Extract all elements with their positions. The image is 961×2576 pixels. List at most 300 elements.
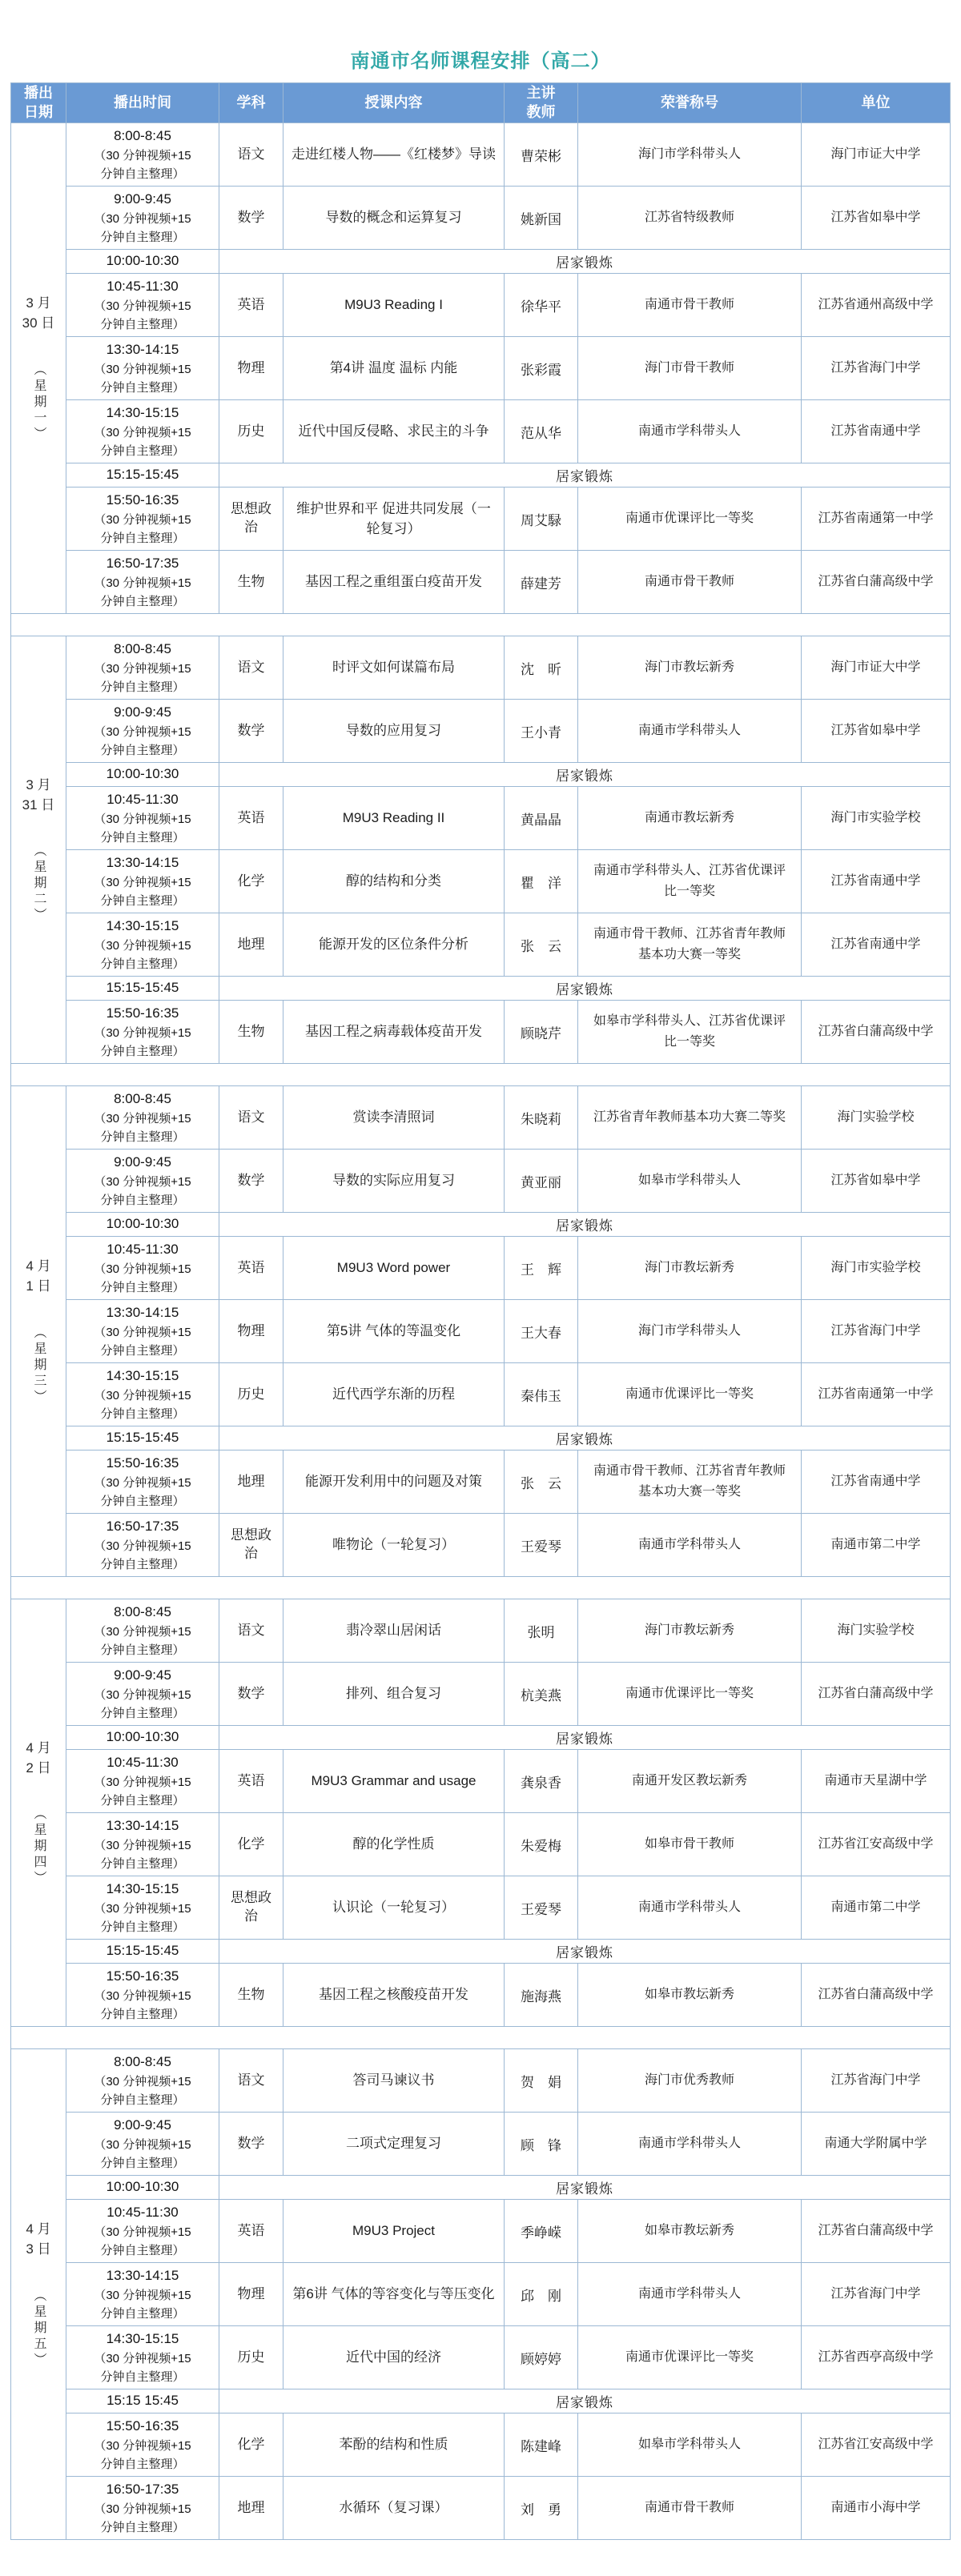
col-header-teacher [505, 83, 578, 123]
time-range: 16:50-17:35 [106, 555, 179, 571]
time-cell [66, 1514, 219, 1577]
time-note-2: 分钟自主整理） [100, 1130, 185, 1145]
time-cell [66, 2413, 219, 2477]
teacher-cell: 季峥嵘 [505, 2200, 578, 2263]
teacher-cell: 邱 刚 [505, 2263, 578, 2326]
exercise-row [11, 763, 951, 787]
honor-cell: 南通市骨干教师、江苏省青年教师基本功大赛一等奖 [578, 913, 802, 977]
schedule-row [11, 2113, 951, 2176]
time-note-2: 分钟自主整理） [100, 2370, 185, 2385]
content-cell: 时评文如何谋篇布局 [283, 636, 505, 700]
time-cell [66, 551, 219, 614]
time-note-2: 分钟自主整理） [100, 1707, 185, 1721]
content-cell: 导数的概念和运算复习 [283, 187, 505, 250]
unit-cell: 海门实验学校 [802, 1599, 951, 1663]
time-note-2: 分钟自主整理） [100, 2157, 185, 2171]
schedule-row [11, 787, 951, 850]
schedule-body [11, 123, 951, 2540]
time-note-2: 分钟自主整理） [100, 2244, 185, 2258]
date-day: 2 日 [26, 1759, 51, 1776]
date-day: 31 日 [22, 796, 55, 813]
subject-cell: 地理 [219, 1451, 283, 1514]
time-cell [66, 1086, 219, 1150]
honor-cell: 如皋市教坛新秀 [578, 1964, 802, 2027]
subject-cell: 思想政治 [219, 1876, 283, 1940]
teacher-cell: 王爱琴 [505, 1514, 578, 1577]
unit-cell: 江苏省通州高级中学 [802, 274, 951, 337]
time-range: 15:15-15:45 [106, 1943, 179, 1959]
time-cell [66, 1750, 219, 1813]
honor-cell: 南通市教坛新秀 [578, 787, 802, 850]
time-note-1: （30 分钟视频+15 [94, 299, 191, 313]
table-header [11, 83, 951, 123]
time-range: 8:00-8:45 [114, 2053, 171, 2069]
subject-cell: 语文 [219, 123, 283, 187]
time-note-2: 分钟自主整理） [100, 2307, 185, 2321]
teacher-cell: 范从华 [505, 400, 578, 463]
time-note-2: 分钟自主整理） [100, 532, 185, 546]
time-note-2: 分钟自主整理） [100, 1194, 185, 1208]
time-note-1: （30 分钟视频+15 [94, 2225, 191, 2239]
teacher-cell: 顾晓芹 [505, 1001, 578, 1064]
teacher-cell: 黄晶晶 [505, 787, 578, 850]
subject-cell: 英语 [219, 787, 283, 850]
honor-cell: 南通市学科带头人 [578, 1514, 802, 1577]
teacher-cell: 姚新国 [505, 187, 578, 250]
time-cell [66, 1876, 219, 1940]
unit-cell: 海门市实验学校 [802, 787, 951, 850]
time-cell [66, 1001, 219, 1064]
exercise-cell: 居家锻炼 [219, 1940, 951, 1964]
exercise-row [11, 1213, 951, 1237]
content-cell: 翡冷翠山居闲话 [283, 1599, 505, 1663]
honor-cell: 南通市优课评比一等奖 [578, 1663, 802, 1726]
time-note-2: 分钟自主整理） [100, 1558, 185, 1572]
exercise-row [11, 463, 951, 488]
teacher-cell: 杭美燕 [505, 1663, 578, 1726]
date-day: 30 日 [22, 315, 55, 331]
weekday-vertical: （星期三） [32, 1325, 46, 1406]
schedule-row [11, 636, 951, 700]
teacher-cell: 龚泉香 [505, 1750, 578, 1813]
exercise-row [11, 2389, 951, 2413]
subject-cell: 数学 [219, 1150, 283, 1213]
honor-cell: 海门市教坛新秀 [578, 1237, 802, 1300]
exercise-row [11, 1726, 951, 1750]
unit-cell: 南通市天星湖中学 [802, 1750, 951, 1813]
schedule-row [11, 2263, 951, 2326]
time-cell [66, 1726, 219, 1750]
schedule-row [11, 1237, 951, 1300]
col-header-content-label: 授课内容 [364, 94, 423, 110]
col-header-content [283, 83, 505, 123]
honor-cell: 南通市优课评比一等奖 [578, 2326, 802, 2389]
schedule-row [11, 2049, 951, 2113]
time-note-2: 分钟自主整理） [100, 167, 185, 182]
col-header-date-label: 播出日期 [24, 85, 53, 120]
time-range: 14:30-15:15 [106, 2330, 179, 2346]
time-note-1: （30 分钟视频+15 [94, 1388, 191, 1402]
time-range: 10:00-10:30 [106, 766, 179, 782]
time-cell [66, 1451, 219, 1514]
unit-cell: 江苏省江安高级中学 [802, 2413, 951, 2477]
time-cell [66, 1213, 219, 1237]
content-cell: 基因工程之重组蛋白疫苗开发 [283, 551, 505, 614]
time-cell [66, 913, 219, 977]
unit-cell: 南通市第二中学 [802, 1514, 951, 1577]
content-cell: 基因工程之病毒载体疫苗开发 [283, 1001, 505, 1064]
col-header-unit-label: 单位 [861, 94, 891, 110]
time-note-1: （30 分钟视频+15 [94, 938, 191, 953]
unit-cell: 南通市第二中学 [802, 1876, 951, 1940]
time-note-1: （30 分钟视频+15 [94, 576, 191, 590]
unit-cell: 南通市小海中学 [802, 2477, 951, 2540]
honor-cell: 如皋市学科带头人 [578, 2413, 802, 2477]
time-note-2: 分钟自主整理） [100, 957, 185, 972]
time-range: 15:50-16:35 [106, 492, 179, 508]
time-note-2: 分钟自主整理） [100, 680, 185, 695]
col-header-subject [219, 83, 283, 123]
unit-cell: 江苏省如皋中学 [802, 1150, 951, 1213]
subject-cell: 语文 [219, 1599, 283, 1663]
schedule-row [11, 700, 951, 763]
unit-cell: 江苏省南通中学 [802, 913, 951, 977]
time-note-2: 分钟自主整理） [100, 2521, 185, 2535]
time-cell [66, 2477, 219, 2540]
time-range: 10:45-11:30 [107, 791, 179, 807]
schedule-row [11, 850, 951, 913]
teacher-cell: 沈 昕 [505, 636, 578, 700]
exercise-cell: 居家锻炼 [219, 763, 951, 787]
schedule-row [11, 400, 951, 463]
subject-cell: 数学 [219, 2113, 283, 2176]
schedule-row [11, 2477, 951, 2540]
unit-cell: 江苏省白蒲高级中学 [802, 1663, 951, 1726]
time-note-1: （30 分钟视频+15 [94, 1624, 191, 1639]
time-note-2: 分钟自主整理） [100, 1344, 185, 1358]
content-cell: 基因工程之核酸疫苗开发 [283, 1964, 505, 2027]
time-range: 15:50-16:35 [106, 1968, 179, 1984]
time-cell [66, 123, 219, 187]
teacher-cell: 张明 [505, 1599, 578, 1663]
time-note-2: 分钟自主整理） [100, 2458, 185, 2472]
time-note-2: 分钟自主整理） [100, 231, 185, 245]
schedule-row [11, 1001, 951, 1064]
time-note-1: （30 分钟视频+15 [94, 1174, 191, 1189]
teacher-cell: 王 辉 [505, 1237, 578, 1300]
time-cell [66, 463, 219, 488]
content-cell: 导数的应用复习 [283, 700, 505, 763]
weekday-vertical: （星期二） [32, 844, 46, 925]
date-cell [11, 636, 66, 1064]
schedule-row [11, 913, 951, 977]
time-cell [66, 488, 219, 551]
honor-cell: 如皋市骨干教师 [578, 1813, 802, 1876]
time-cell [66, 2263, 219, 2326]
schedule-table [10, 82, 951, 2540]
teacher-cell: 朱晓莉 [505, 1086, 578, 1150]
exercise-cell: 居家锻炼 [219, 250, 951, 274]
unit-cell: 江苏省南通中学 [802, 400, 951, 463]
time-cell [66, 2389, 219, 2413]
honor-cell: 海门市教坛新秀 [578, 1599, 802, 1663]
time-note-2: 分钟自主整理） [100, 1281, 185, 1295]
time-cell [66, 2113, 219, 2176]
honor-cell: 海门市学科带头人 [578, 1300, 802, 1363]
time-range: 8:00-8:45 [114, 1603, 171, 1619]
day-separator-row [11, 1064, 951, 1086]
time-note-2: 分钟自主整理） [100, 381, 185, 395]
time-note-2: 分钟自主整理） [100, 1794, 185, 1808]
teacher-cell: 薛建芳 [505, 551, 578, 614]
day-separator-row [11, 1577, 951, 1599]
time-range: 13:30-14:15 [106, 854, 179, 870]
subject-cell: 英语 [219, 1750, 283, 1813]
content-cell: 近代西学东渐的历程 [283, 1363, 505, 1426]
time-cell [66, 2176, 219, 2200]
schedule-row [11, 274, 951, 337]
content-cell: 苯酚的结构和性质 [283, 2413, 505, 2477]
date-month: 4 月 [26, 2221, 51, 2237]
weekday-vertical: （星期五） [32, 2288, 46, 2369]
exercise-row [11, 1426, 951, 1451]
unit-cell: 海门市证大中学 [802, 123, 951, 187]
time-cell [66, 1599, 219, 1663]
date-month: 4 月 [26, 1739, 51, 1755]
honor-cell: 南通市骨干教师 [578, 2477, 802, 2540]
content-cell: M9U3 Reading II [283, 787, 505, 850]
unit-cell: 江苏省南通第一中学 [802, 1363, 951, 1426]
content-cell: M9U3 Project [283, 2200, 505, 2263]
subject-cell: 语文 [219, 1086, 283, 1150]
date-month: 4 月 [26, 1258, 51, 1274]
time-note-1: （30 分钟视频+15 [94, 1475, 191, 1490]
honor-cell: 南通市骨干教师 [578, 274, 802, 337]
unit-cell: 江苏省海门中学 [802, 1300, 951, 1363]
teacher-cell: 王大春 [505, 1300, 578, 1363]
time-note-1: （30 分钟视频+15 [94, 1838, 191, 1852]
date-cell [11, 1599, 66, 2027]
time-note-2: 分钟自主整理） [100, 2008, 185, 2022]
subject-cell: 思想政治 [219, 1514, 283, 1577]
unit-cell: 江苏省南通第一中学 [802, 488, 951, 551]
teacher-cell: 瞿 洋 [505, 850, 578, 913]
time-range: 15:15-15:45 [106, 1430, 179, 1446]
time-cell [66, 337, 219, 400]
time-note-1: （30 分钟视频+15 [94, 1687, 191, 1702]
time-range: 9:00-9:45 [114, 704, 171, 720]
time-note-1: （30 分钟视频+15 [94, 2074, 191, 2088]
time-cell [66, 1150, 219, 1213]
subject-cell: 物理 [219, 2263, 283, 2326]
time-cell [66, 2326, 219, 2389]
schedule-row [11, 123, 951, 187]
unit-cell: 江苏省江安高级中学 [802, 1813, 951, 1876]
honor-cell: 如皋市教坛新秀 [578, 2200, 802, 2263]
time-range: 14:30-15:15 [106, 917, 179, 933]
time-note-1: （30 分钟视频+15 [94, 2137, 191, 2152]
subject-cell: 地理 [219, 2477, 283, 2540]
content-cell: 近代中国反侵略、求民主的斗争 [283, 400, 505, 463]
content-cell: 认识论（一轮复习） [283, 1876, 505, 1940]
time-range: 15:15 15:45 [107, 2393, 179, 2409]
honor-cell: 江苏省特级教师 [578, 187, 802, 250]
content-cell: 能源开发利用中的问题及对策 [283, 1451, 505, 1514]
teacher-cell: 秦伟玉 [505, 1363, 578, 1426]
time-range: 14:30-15:15 [106, 1367, 179, 1383]
unit-cell: 江苏省南通中学 [802, 850, 951, 913]
separator-cell [11, 1064, 951, 1086]
time-range: 15:15-15:45 [106, 467, 179, 483]
separator-cell [11, 2027, 951, 2049]
time-note-2: 分钟自主整理） [100, 444, 185, 459]
teacher-cell: 张 云 [505, 913, 578, 977]
teacher-cell: 顾婷婷 [505, 2326, 578, 2389]
schedule-row [11, 1363, 951, 1426]
schedule-row [11, 551, 951, 614]
page [0, 45, 961, 2560]
time-note-1: （30 分钟视频+15 [94, 661, 191, 676]
time-range: 13:30-14:15 [106, 1304, 179, 1320]
time-note-1: （30 分钟视频+15 [94, 1111, 191, 1125]
day-separator-row [11, 2027, 951, 2049]
time-range: 8:00-8:45 [114, 127, 171, 143]
col-header-honor-label: 荣誉称号 [661, 94, 718, 110]
schedule-row [11, 2413, 951, 2477]
time-cell [66, 763, 219, 787]
exercise-row [11, 250, 951, 274]
subject-cell: 语文 [219, 2049, 283, 2113]
time-cell [66, 977, 219, 1001]
time-range: 13:30-14:15 [106, 2267, 179, 2283]
separator-cell [11, 614, 951, 636]
honor-cell: 南通市学科带头人 [578, 2113, 802, 2176]
col-header-subject-label: 学科 [236, 94, 266, 110]
separator-cell [11, 1577, 951, 1599]
unit-cell: 海门实验学校 [802, 1086, 951, 1150]
time-range: 16:50-17:35 [106, 1518, 179, 1534]
date-month: 3 月 [26, 295, 51, 311]
subject-cell: 英语 [219, 274, 283, 337]
schedule-row [11, 187, 951, 250]
exercise-row [11, 977, 951, 1001]
time-note-1: （30 分钟视频+15 [94, 362, 191, 376]
content-cell: 排列、组合复习 [283, 1663, 505, 1726]
honor-cell: 南通市学科带头人、江苏省优课评比一等奖 [578, 850, 802, 913]
time-cell [66, 1663, 219, 1726]
teacher-cell: 徐华平 [505, 274, 578, 337]
time-cell [66, 400, 219, 463]
honor-cell: 南通市骨干教师、江苏省青年教师基本功大赛一等奖 [578, 1451, 802, 1514]
content-cell: 走进红楼人物——《红楼梦》导读 [283, 123, 505, 187]
subject-cell: 化学 [219, 850, 283, 913]
teacher-cell: 王爱琴 [505, 1876, 578, 1940]
time-note-2: 分钟自主整理） [100, 595, 185, 609]
honor-cell: 南通市学科带头人 [578, 400, 802, 463]
unit-cell: 海门市实验学校 [802, 1237, 951, 1300]
unit-cell: 江苏省白蒲高级中学 [802, 551, 951, 614]
content-cell: M9U3 Reading I [283, 274, 505, 337]
exercise-cell: 居家锻炼 [219, 2389, 951, 2413]
subject-cell: 地理 [219, 913, 283, 977]
time-cell [66, 1363, 219, 1426]
unit-cell: 江苏省如皋中学 [802, 700, 951, 763]
content-cell: 维护世界和平 促进共同发展（一轮复习） [283, 488, 505, 551]
subject-cell: 语文 [219, 636, 283, 700]
time-note-2: 分钟自主整理） [100, 894, 185, 909]
content-cell: 第4讲 温度 温标 内能 [283, 337, 505, 400]
time-range: 10:00-10:30 [106, 253, 179, 269]
time-range: 10:00-10:30 [106, 1216, 179, 1232]
content-cell: 能源开发的区位条件分析 [283, 913, 505, 977]
time-range: 8:00-8:45 [114, 640, 171, 656]
unit-cell: 海门市证大中学 [802, 636, 951, 700]
date-month: 3 月 [26, 776, 51, 792]
honor-cell: 江苏省青年教师基本功大赛二等奖 [578, 1086, 802, 1150]
exercise-row [11, 2176, 951, 2200]
time-cell [66, 1426, 219, 1451]
time-note-1: （30 分钟视频+15 [94, 148, 191, 163]
honor-cell: 海门市优秀教师 [578, 2049, 802, 2113]
subject-cell: 数学 [219, 1663, 283, 1726]
weekday-vertical: （星期四） [32, 1807, 46, 1888]
time-note-1: （30 分钟视频+15 [94, 2502, 191, 2516]
time-cell [66, 1237, 219, 1300]
teacher-cell: 顾 锋 [505, 2113, 578, 2176]
honor-cell: 南通市优课评比一等奖 [578, 488, 802, 551]
col-header-teacher-label: 主讲教师 [526, 85, 556, 120]
time-note-1: （30 分钟视频+15 [94, 1025, 191, 1040]
content-cell: 唯物论（一轮复习） [283, 1514, 505, 1577]
time-note-2: 分钟自主整理） [100, 831, 185, 845]
time-range: 13:30-14:15 [106, 341, 179, 357]
content-cell: 第5讲 气体的等温变化 [283, 1300, 505, 1363]
honor-cell: 南通市学科带头人 [578, 700, 802, 763]
exercise-cell: 居家锻炼 [219, 977, 951, 1001]
weekday-vertical: （星期一） [32, 362, 46, 443]
schedule-row [11, 1451, 951, 1514]
time-cell [66, 1964, 219, 2027]
honor-cell: 南通开发区教坛新秀 [578, 1750, 802, 1813]
content-cell: 醇的化学性质 [283, 1813, 505, 1876]
schedule-row [11, 2200, 951, 2263]
honor-cell: 如皋市学科带头人、江苏省优课评比一等奖 [578, 1001, 802, 1064]
teacher-cell: 黄亚丽 [505, 1150, 578, 1213]
time-range: 9:00-9:45 [114, 1667, 171, 1683]
time-range: 16:50-17:35 [106, 2481, 179, 2497]
col-header-time-label: 播出时间 [114, 94, 171, 110]
subject-cell: 物理 [219, 337, 283, 400]
time-cell [66, 1940, 219, 1964]
exercise-cell: 居家锻炼 [219, 1426, 951, 1451]
teacher-cell: 施海燕 [505, 1964, 578, 2027]
unit-cell: 江苏省海门中学 [802, 2263, 951, 2326]
time-note-1: （30 分钟视频+15 [94, 1775, 191, 1789]
time-range: 10:00-10:30 [106, 2179, 179, 2195]
teacher-cell: 陈建峰 [505, 2413, 578, 2477]
time-cell [66, 636, 219, 700]
date-day: 1 日 [26, 1278, 51, 1294]
subject-cell: 生物 [219, 1001, 283, 1064]
time-range: 10:45-11:30 [107, 1754, 179, 1770]
schedule-row [11, 1086, 951, 1150]
teacher-cell: 曹荣彬 [505, 123, 578, 187]
time-note-1: （30 分钟视频+15 [94, 2438, 191, 2453]
time-note-2: 分钟自主整理） [100, 1857, 185, 1872]
honor-cell: 南通市学科带头人 [578, 1876, 802, 1940]
teacher-cell: 王小青 [505, 700, 578, 763]
subject-cell: 历史 [219, 400, 283, 463]
